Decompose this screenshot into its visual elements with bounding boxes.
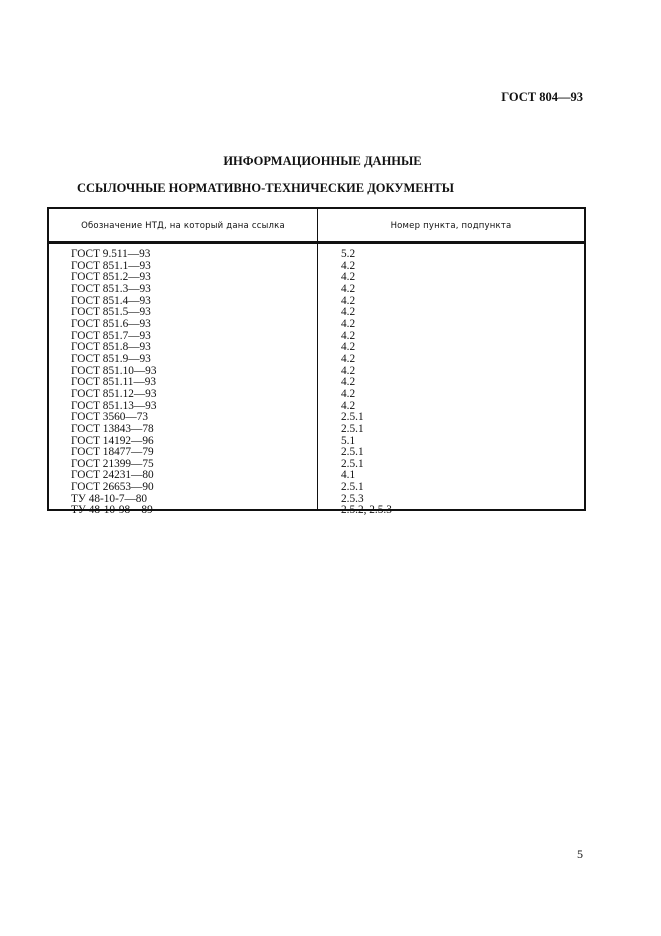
- table-cell-clause: 4.2: [341, 259, 356, 272]
- table-cell-clause: 4.2: [341, 271, 356, 284]
- table-cell-document: ГОСТ 851.9—93: [71, 352, 151, 365]
- section-subtitle: ССЫЛОЧНЫЕ НОРМАТИВНО-ТЕХНИЧЕСКИЕ ДОКУМЕНТЫ: [77, 181, 454, 195]
- table-cell-document: ГОСТ 851.2—93: [71, 271, 151, 284]
- table-cell-document: ГОСТ 21399—75: [71, 457, 154, 470]
- column-header-document: Обозначение НТД, на который дана ссылка: [81, 221, 285, 231]
- table-cell-document: ГОСТ 851.3—93: [71, 282, 151, 295]
- document-column: [71, 249, 156, 517]
- table-cell-clause: 4.2: [341, 329, 356, 342]
- table-cell-clause: 2.5.1: [341, 422, 364, 435]
- table-cell-document: ГОСТ 851.12—93: [71, 387, 157, 400]
- table-cell-document: ГОСТ 26653—90: [71, 481, 154, 494]
- table-cell-clause: 4.2: [341, 341, 356, 354]
- table-cell-clause: 2.5.1: [341, 446, 364, 459]
- table-cell-document: ГОСТ 851.1—93: [71, 259, 151, 272]
- table-cell-clause: 4.2: [341, 294, 356, 307]
- table-cell-clause: 2.5.1: [341, 481, 364, 494]
- clause-column: [341, 249, 392, 517]
- table-cell-clause: 2.5.2, 2.5.3: [341, 504, 392, 517]
- column-header-clause: Номер пункта, подпункта: [390, 221, 512, 231]
- table-cell-clause: 4.2: [341, 352, 356, 365]
- document-code-header: ГОСТ 804—93: [501, 90, 583, 104]
- page-number: 5: [577, 847, 583, 861]
- table-cell-document: ГОСТ 18477—79: [71, 446, 154, 459]
- table-cell-clause: 4.1: [341, 469, 356, 482]
- table-cell-document: ГОСТ 851.7—93: [71, 329, 151, 342]
- table-cell-clause: 5.1: [341, 434, 356, 447]
- table-cell-document: ГОСТ 851.13—93: [71, 399, 157, 412]
- table-cell-clause: 4.2: [341, 376, 356, 389]
- table-cell-clause: 4.2: [341, 364, 356, 377]
- table-cell-clause: 4.2: [341, 306, 356, 319]
- table-cell-document: ГОСТ 9.511—93: [71, 248, 151, 260]
- table-cell-document: ТУ 48-10-98—89: [71, 504, 153, 517]
- table-cell-document: ГОСТ 851.5—93: [71, 306, 151, 319]
- table-cell-clause: 2.5.1: [341, 457, 364, 470]
- table-cell-document: ГОСТ 851.4—93: [71, 294, 151, 307]
- table-cell-document: ГОСТ 24231—80: [71, 469, 154, 482]
- table-cell-clause: 5.2: [341, 248, 356, 260]
- table-cell-document: ГОСТ 13843—78: [71, 422, 154, 435]
- table-cell-clause: 4.2: [341, 317, 356, 330]
- table-cell-clause: 4.2: [341, 387, 356, 400]
- table-cell-document: ГОСТ 14192—96: [71, 434, 154, 447]
- section-title: ИНФОРМАЦИОННЫЕ ДАННЫЕ: [223, 154, 422, 168]
- table-cell-clause: 4.2: [341, 282, 356, 295]
- table-cell-document: ТУ 48-10-7—80: [71, 492, 148, 505]
- column-divider: [317, 209, 318, 509]
- table-cell-document: ГОСТ 3560—73: [71, 411, 148, 424]
- table-cell-clause: 2.5.3: [341, 492, 364, 505]
- table-cell-clause: 4.2: [341, 399, 356, 412]
- references-table: [47, 207, 586, 517]
- table-cell-document: ГОСТ 851.11—93: [71, 376, 157, 389]
- table-cell-document: ГОСТ 851.6—93: [71, 317, 151, 330]
- table-cell-document: ГОСТ 851.10—93: [71, 364, 157, 377]
- table-cell-document: ГОСТ 851.8—93: [71, 341, 151, 354]
- table-cell-clause: 2.5.1: [341, 411, 364, 424]
